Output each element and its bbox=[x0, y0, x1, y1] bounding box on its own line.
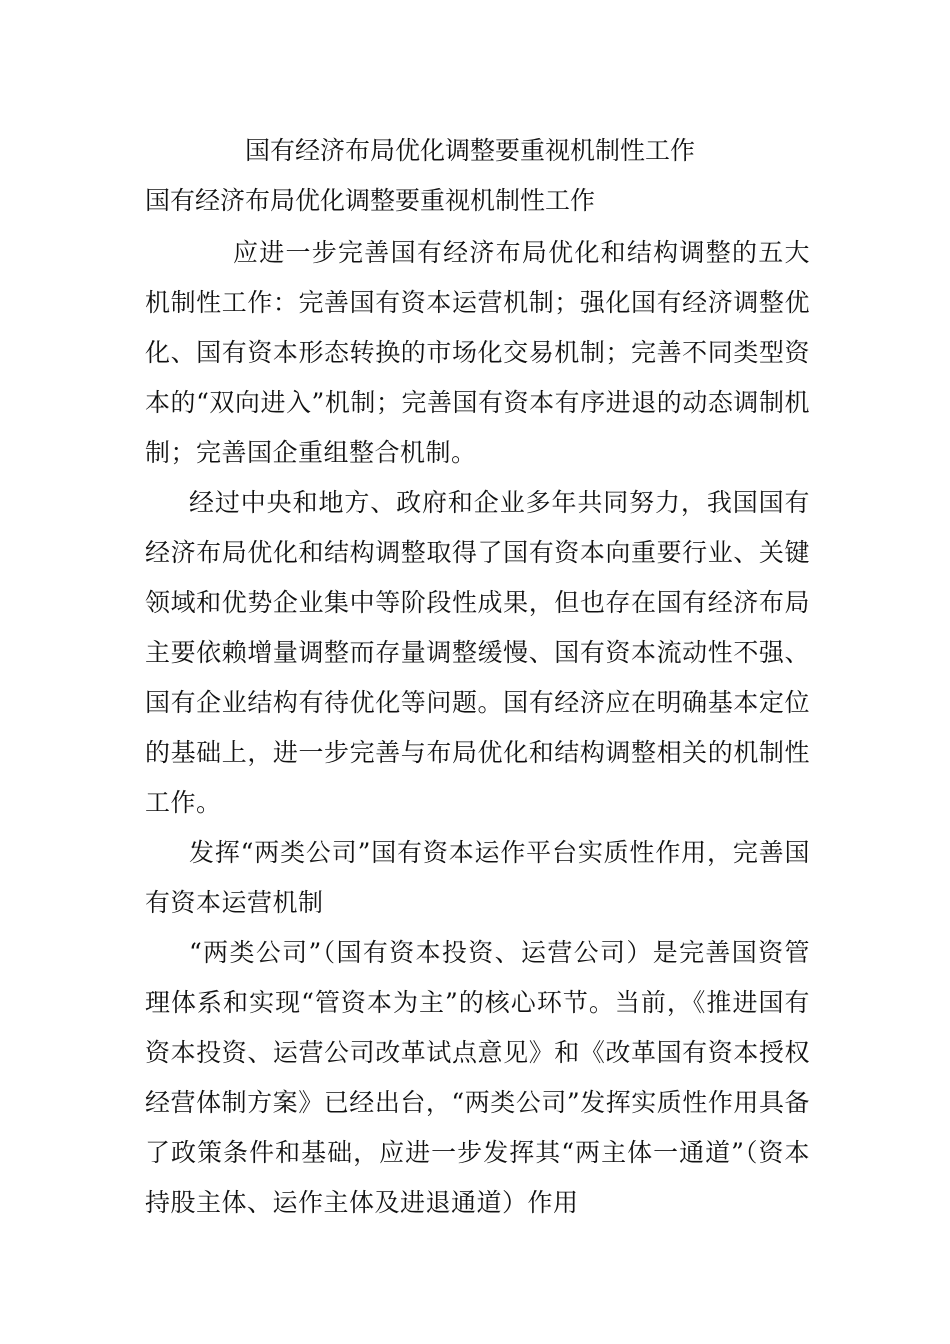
paragraph: 经过中央和地方、政府和企业多年共同努力，我国国有经济布局优化和结构调整取得了国有资本向重要行业、关键领域和优势企业集中等阶段性成果，但也存在国有经济布局主要依赖增量调整而存量调整缓慢、国有资本流动性不强、国有企业结构有待优化等问题。国有经济应在明确基本定位的基础上，进一步完善与布局优化和结构调整相关的机制性工作。 bbox=[145, 488, 810, 817]
document-subtitle: 国有经济布局优化调整要重视机制性工作 bbox=[145, 186, 596, 215]
document-body bbox=[145, 228, 810, 1228]
section-heading: 发挥“两类公司”国有资本运作平台实质性作用，完善国有资本运营机制 bbox=[145, 838, 810, 917]
paragraph: 应进一步完善国有经济布局优化和结构调整的五大机制性工作：完善国有资本运营机制；强化国有经济调整优化、国有资本形态转换的市场化交易机制；完善不同类型资本的“双向进入”机制；完善国有资本有序进退的动态调制机制；完善国企重组整合机制。 bbox=[145, 238, 810, 467]
paragraph: “两类公司”（国有资本投资、运营公司）是完善国资管理体系和实现“管资本为主”的核心环节。当前，《推进国有资本投资、运营公司改革试点意见》和《改革国有资本授权经营体制方案》已经出台，“两类公司”发挥实质性作用具备了政策条件和基础，应进一步发挥其“两主体一通道”（资本持股主体、运作主体及进退通道）作用 bbox=[145, 938, 810, 1217]
document-title: 国有经济布局优化调整要重视机制性工作 bbox=[245, 136, 696, 165]
